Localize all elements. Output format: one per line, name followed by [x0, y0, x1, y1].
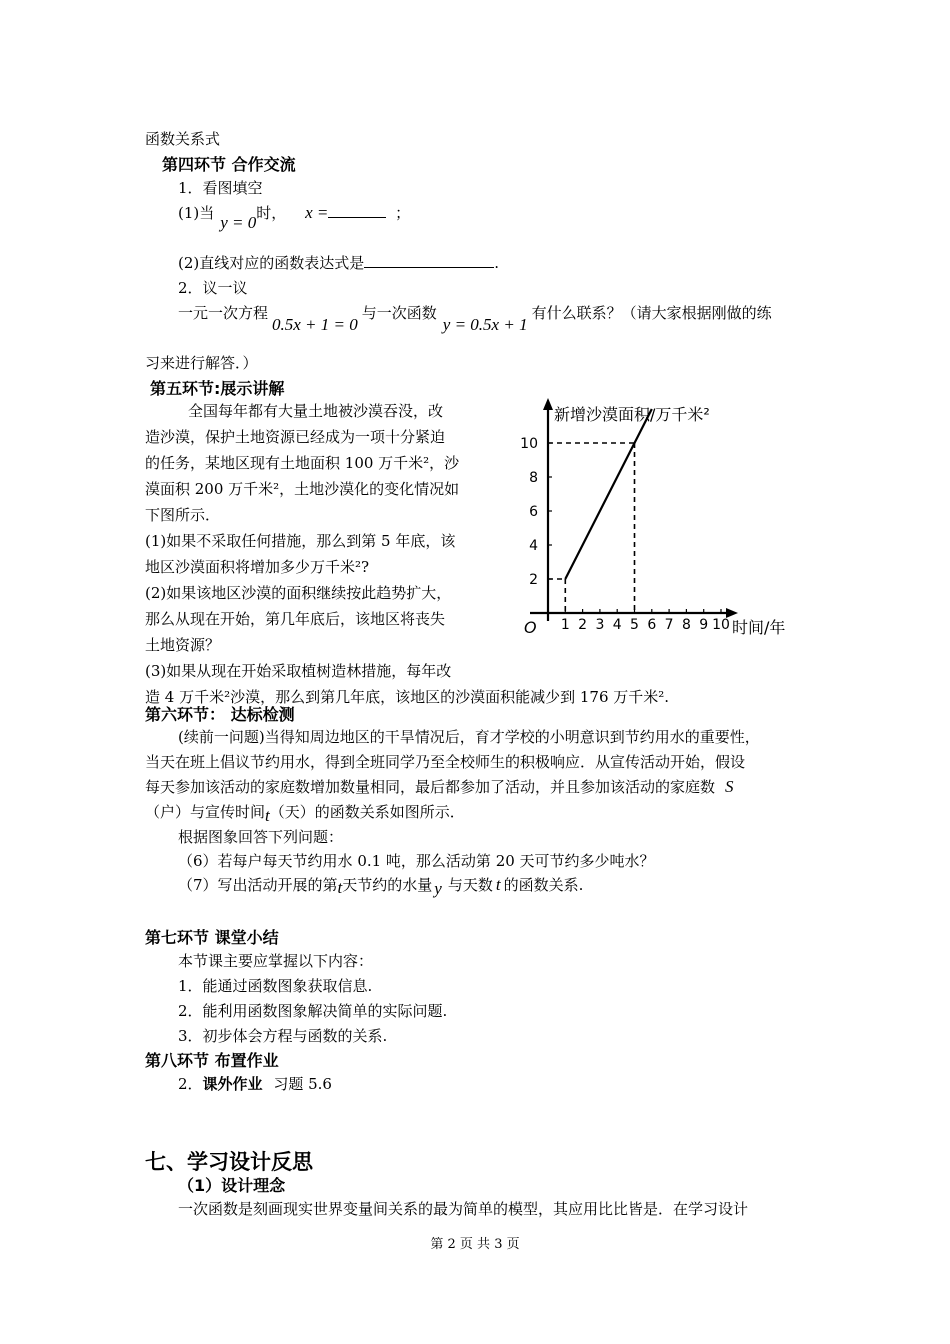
sec6-paragraph-line: 每天参加该活动的家庭数增加数量相同，最后都参加了活动，并且参加该活动的家庭数 S: [145, 777, 734, 796]
part-7-text: 一次函数是刻画现实世界变量间关系的最为简单的模型，其应用比比皆是．在学习设计: [178, 1200, 749, 1218]
sec6-paragraph-line: (续前一问题)当得知周边地区的干旱情况后，育才学校的小明意识到节约用水的重要性，: [178, 728, 760, 746]
y-axis-label: 新增沙漠面积/万千米²: [554, 405, 710, 424]
series-line: [565, 409, 652, 579]
sec6-paragraph-line: 当天在班上倡议节约用水，得到全班同学乃至全校师生的积极响应．从宣传活动开始，假设: [145, 753, 746, 771]
y-tick-label: 4: [529, 538, 538, 554]
sec5-line: 造 4 万千米²沙漠，那么到第几年底，该地区的沙漠面积能减少到 176 万千米².: [145, 688, 670, 706]
y-tick-label: 10: [520, 436, 538, 452]
y-axis-arrow: [543, 398, 553, 410]
continued-text: 函数关系式: [145, 130, 221, 148]
page-footer: 第 2 页 共 3 页: [430, 1237, 520, 1252]
sec5-line: 全国每年都有大量土地被沙漠吞没，改: [188, 402, 444, 420]
x-tick-label: 1: [560, 617, 570, 633]
sec5-line: 漠面积 200 万千米²，土地沙漠化的变化情况如: [145, 480, 460, 498]
section-8-heading: 第八环节 布置作业: [145, 1051, 279, 1070]
answer-blank-expr: [364, 253, 494, 268]
x-tick-label: 8: [681, 617, 691, 633]
sec4-question-2: (2)直线对应的函数表达式是 .: [178, 254, 500, 272]
x-tick-label: 2: [578, 617, 588, 633]
sec5-line: 的任务，某地区现有土地面积 100 万千米²，沙: [145, 454, 460, 472]
x-tick-label: 5: [630, 617, 639, 633]
origin-label: O: [524, 618, 537, 637]
section-4-heading: 第四环节 合作交流: [162, 155, 296, 174]
y-tick-label: 8: [529, 470, 538, 486]
sec5-line: 造沙漠，保护土地资源已经成为一项十分紧迫: [145, 428, 446, 446]
x-tick-label: 9: [699, 617, 709, 633]
sec5-line: 那么从现在开始，第几年底后，该地区将丧失: [145, 610, 446, 628]
sec7-item: 1．能通过函数图象获取信息.: [178, 977, 373, 995]
sec5-line: (1)如果不采取任何措施，那么到第 5 年底，该: [145, 532, 456, 550]
x-tick-label: 6: [647, 617, 657, 633]
sec5-line: 地区沙漠面积将增加多少万千米²?: [145, 558, 370, 576]
sec6-question-6: （6）若每户每天节约用水 0.1 吨，那么活动第 20 天可节约多少吨水？: [178, 852, 655, 870]
x-tick-label: 4: [612, 617, 622, 633]
sec5-line: 土地资源？: [145, 636, 221, 654]
y-tick-label: 2: [529, 572, 538, 588]
sec4-question-1: (1)当 y = 0时， x = ；: [178, 203, 411, 232]
sec4-item-1: 1．看图填空: [178, 179, 263, 197]
sec7-item: 2．能利用函数图象解决简单的实际问题.: [178, 1002, 448, 1020]
section-6-heading: 第六环节： 达标检测: [145, 705, 295, 724]
sec5-line: (3)如果从现在开始采取植树造林措施，每年改: [145, 662, 452, 680]
sec6-paragraph-line: （户）与宣传时间t（天）的函数关系如图所示．: [145, 803, 465, 825]
sec6-question-7: （7）写出活动开展的第t天节约的水量 y 与天数 t 的函数关系.: [178, 875, 584, 898]
part-7-heading: 七、学习设计反思: [145, 1150, 313, 1174]
section-5-heading: 第五环节:展示讲解: [150, 379, 285, 398]
x-tick-label: 3: [595, 617, 605, 633]
sec4-discussion-cont: 习来进行解答．）: [145, 354, 258, 372]
part-7-subheading: （1）设计理念: [178, 1176, 286, 1195]
sec8-homework: 2．课外作业 习题 5.6: [178, 1075, 332, 1093]
section-7-heading: 第七环节 课堂小结: [145, 928, 279, 947]
sec5-line: 下图所示．: [145, 506, 221, 524]
x-tick-label: 10: [712, 617, 730, 633]
sec4-item-2: 2．议一议: [178, 279, 248, 297]
sec7-item: 3．初步体会方程与函数的关系.: [178, 1027, 388, 1045]
sec6-prompt: 根据图象回答下列问题：: [178, 828, 344, 846]
x-tick-label: 7: [664, 617, 674, 633]
x-axis-label: 时间/年: [732, 618, 786, 637]
y-tick-label: 6: [529, 504, 538, 520]
answer-blank-x: [328, 203, 386, 218]
sec4-discussion: 一元一次方程0.5x + 1 = 0与一次函数y = 0.5x + 1有什么联系？（请大家根据刚做的练: [178, 304, 772, 334]
sec5-line: (2)如果该地区沙漠的面积继续按此趋势扩大，: [145, 584, 452, 602]
sec7-intro: 本节课主要应掌握以下内容：: [178, 952, 374, 970]
desert-area-chart: [510, 390, 810, 655]
